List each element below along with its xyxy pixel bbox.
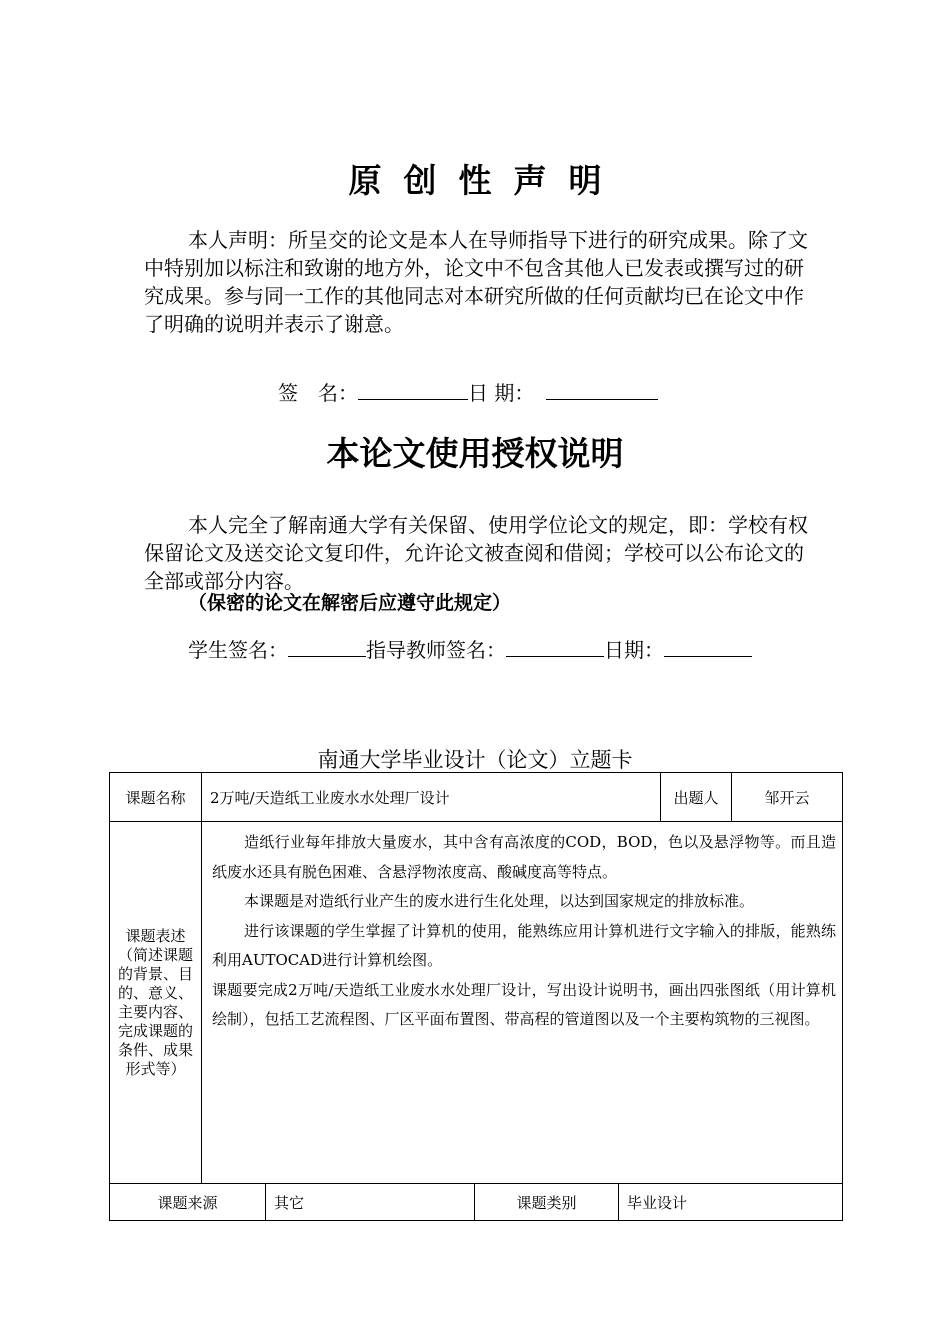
description-paragraph: 课题要完成2万吨/天造纸工业废水水处理厂设计，写出设计说明书，画出四张图纸（用计算机绘制），包括工艺流程图、厂区平面布置图、带高程的管道图以及一个主要构筑物的三视图。 xyxy=(212,980,837,1028)
table-row xyxy=(110,822,843,1184)
description-label: 课题表述（简述课题的背景、目的、意义、主要内容、完成课题的条件、成果形式等） xyxy=(110,822,202,1184)
card-title: 南通大学毕业设计（论文）立题卡 xyxy=(317,748,633,772)
category-label: 课题类别 xyxy=(475,1184,619,1221)
authorization-title: 本论文使用授权说明 xyxy=(326,434,624,473)
table-row xyxy=(110,773,843,822)
topic-name-value: 2万吨/天造纸工业废水水处理厂设计 xyxy=(202,773,661,822)
description-paragraph: 进行该课题的学生掌握了计算机的使用，能熟练应用计算机进行文字输入的排版，能熟练利用AUTOCAD进行计算机绘图。 xyxy=(212,921,837,969)
advisor-sign-blank[interactable] xyxy=(506,636,604,657)
originality-sign-row xyxy=(278,379,658,407)
topic-name-label: 课题名称 xyxy=(110,773,202,822)
advisor-sign-label: 指导教师签名： xyxy=(366,638,506,662)
source-label: 课题来源 xyxy=(110,1184,266,1221)
sign-label: 签 名： xyxy=(278,381,358,405)
description-paragraph: 本课题是对造纸行业产生的废水进行生化处理，以达到国家规定的排放标准。 xyxy=(244,892,755,910)
authorization-sign-row xyxy=(188,636,752,664)
description-paragraph: 造纸行业每年排放大量废水，其中含有高浓度的COD，BOD，色以及悬浮物等。而且造纸废水还具有脱色困难、含悬浮物浓度高、酸碱度高等特点。 xyxy=(212,833,837,881)
student-sign-label: 学生签名： xyxy=(188,638,288,662)
sign-blank[interactable] xyxy=(358,379,468,400)
originality-paragraph: 本人声明：所呈交的论文是本人在导师指导下进行的研究成果。除了文中特别加以标注和致谢的地方外，论文中不包含其他人已发表或撰写过的研究成果。参与同一工作的其他同志对本研究所做的任何贡献均已在论文中作了明确的说明并表示了谢意。 xyxy=(144,228,808,336)
authorization-paragraph: 本人完全了解南通大学有关保留、使用学位论文的规定，即：学校有权保留论文及送交论文复印件，允许论文被查阅和借阅；学校可以公布论文的全部或部分内容。 xyxy=(144,513,808,593)
source-value: 其它 xyxy=(266,1184,475,1221)
date-blank[interactable] xyxy=(546,379,658,400)
topic-card-table xyxy=(109,772,843,1221)
category-value: 毕业设计 xyxy=(619,1184,843,1221)
originality-title: 原创性声明 xyxy=(348,161,624,200)
proposer-value: 邹开云 xyxy=(732,773,843,822)
auth-date-label: 日期： xyxy=(604,638,664,662)
date-label: 日 期： xyxy=(468,381,535,405)
student-sign-blank[interactable] xyxy=(288,636,366,657)
proposer-label: 出题人 xyxy=(661,773,732,822)
description-cell xyxy=(202,822,843,1184)
confidential-note: （保密的论文在解密后应遵守此规定） xyxy=(188,592,512,614)
table-row xyxy=(110,1184,843,1221)
auth-date-blank[interactable] xyxy=(664,636,752,657)
